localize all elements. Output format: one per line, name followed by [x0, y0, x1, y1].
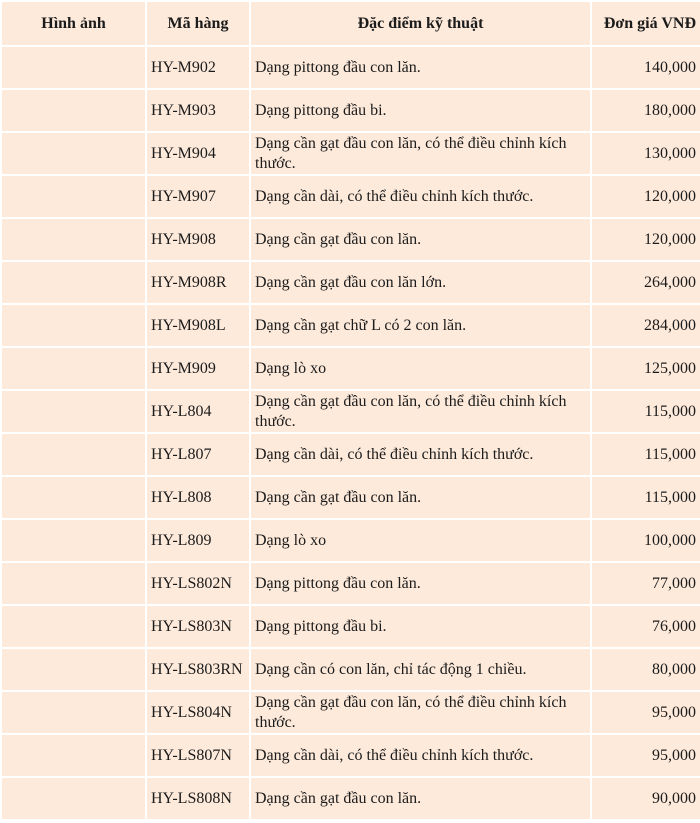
product-code: HY-LS808N [146, 777, 250, 820]
product-image-cell [1, 605, 146, 648]
product-price: 125,000 [591, 347, 700, 390]
product-image-cell [1, 476, 146, 519]
product-price: 90,000 [591, 777, 700, 820]
table-row [1, 734, 700, 777]
product-price: 264,000 [591, 261, 700, 304]
product-spec: Dạng cần gạt đầu con lăn, có thể điều chỉnh kích thước. [250, 132, 591, 175]
table-row [1, 175, 700, 218]
product-spec: Dạng cần gạt đầu con lăn, có thể điều chỉnh kích thước. [250, 390, 591, 433]
table-row [1, 218, 700, 261]
table-row [1, 777, 700, 820]
product-image-cell [1, 304, 146, 347]
product-image-cell [1, 175, 146, 218]
table-row [1, 261, 700, 304]
product-price: 95,000 [591, 691, 700, 734]
product-spec: Dạng cần có con lăn, chỉ tác động 1 chiều. [250, 648, 591, 691]
product-image-cell [1, 46, 146, 89]
product-price: 115,000 [591, 433, 700, 476]
table-row [1, 304, 700, 347]
product-price: 130,000 [591, 132, 700, 175]
product-code: HY-LS803N [146, 605, 250, 648]
product-spec: Dạng cần dài, có thể điều chỉnh kích thước. [250, 734, 591, 777]
product-spec: Dạng cần gạt đầu con lăn lớn. [250, 261, 591, 304]
product-code: HY-LS803RN [146, 648, 250, 691]
table-row [1, 390, 700, 433]
product-code: HY-M909 [146, 347, 250, 390]
product-spec: Dạng lò xo [250, 519, 591, 562]
product-spec: Dạng pittong đầu bi. [250, 605, 591, 648]
header-image: Hình ảnh [1, 1, 146, 46]
table-row [1, 605, 700, 648]
product-spec: Dạng cần gạt đầu con lăn. [250, 476, 591, 519]
product-code: HY-M902 [146, 46, 250, 89]
product-code: HY-L809 [146, 519, 250, 562]
product-spec: Dạng pittong đầu con lăn. [250, 562, 591, 605]
product-code: HY-M904 [146, 132, 250, 175]
product-code: HY-LS802N [146, 562, 250, 605]
product-price: 80,000 [591, 648, 700, 691]
product-image-cell [1, 562, 146, 605]
header-code: Mã hàng [146, 1, 250, 46]
product-image-cell [1, 777, 146, 820]
product-price: 115,000 [591, 390, 700, 433]
table-body [1, 46, 700, 820]
product-code: HY-L807 [146, 433, 250, 476]
product-image-cell [1, 648, 146, 691]
product-code: HY-M908R [146, 261, 250, 304]
product-image-cell [1, 218, 146, 261]
table-row [1, 562, 700, 605]
product-price: 100,000 [591, 519, 700, 562]
product-price: 120,000 [591, 175, 700, 218]
table-row [1, 132, 700, 175]
product-image-cell [1, 519, 146, 562]
table-row [1, 89, 700, 132]
product-price: 115,000 [591, 476, 700, 519]
table-row [1, 648, 700, 691]
product-image-cell [1, 261, 146, 304]
product-code: HY-L808 [146, 476, 250, 519]
header-row [1, 1, 700, 46]
product-image-cell [1, 433, 146, 476]
product-spec: Dạng cần gạt đầu con lăn, có thể điều chỉnh kích thước. [250, 691, 591, 734]
product-spec: Dạng cần dài, có thể điều chỉnh kích thước. [250, 175, 591, 218]
product-code: HY-M903 [146, 89, 250, 132]
product-spec: Dạng cần gạt chữ L có 2 con lăn. [250, 304, 591, 347]
table-header [1, 1, 700, 46]
product-image-cell [1, 347, 146, 390]
table-row [1, 433, 700, 476]
product-image-cell [1, 734, 146, 777]
product-spec: Dạng cần gạt đầu con lăn. [250, 777, 591, 820]
product-spec: Dạng cần dài, có thể điều chỉnh kích thước. [250, 433, 591, 476]
product-price: 140,000 [591, 46, 700, 89]
product-code: HY-LS804N [146, 691, 250, 734]
product-image-cell [1, 390, 146, 433]
product-spec: Dạng lò xo [250, 347, 591, 390]
product-spec: Dạng pittong đầu con lăn. [250, 46, 591, 89]
product-price: 180,000 [591, 89, 700, 132]
product-price: 77,000 [591, 562, 700, 605]
product-spec: Dạng cần gạt đầu con lăn. [250, 218, 591, 261]
product-code: HY-M908L [146, 304, 250, 347]
table-row [1, 476, 700, 519]
table-row [1, 46, 700, 89]
product-price: 120,000 [591, 218, 700, 261]
product-spec: Dạng pittong đầu bi. [250, 89, 591, 132]
header-spec: Đặc điểm kỹ thuật [250, 1, 591, 46]
product-image-cell [1, 132, 146, 175]
table-row [1, 519, 700, 562]
product-code: HY-M908 [146, 218, 250, 261]
product-price: 95,000 [591, 734, 700, 777]
product-price: 76,000 [591, 605, 700, 648]
table-row [1, 691, 700, 734]
product-code: HY-LS807N [146, 734, 250, 777]
product-image-cell [1, 89, 146, 132]
product-image-cell [1, 691, 146, 734]
product-code: HY-L804 [146, 390, 250, 433]
table-row [1, 347, 700, 390]
product-price: 284,000 [591, 304, 700, 347]
header-price: Đơn giá VNĐ [591, 1, 700, 46]
product-code: HY-M907 [146, 175, 250, 218]
